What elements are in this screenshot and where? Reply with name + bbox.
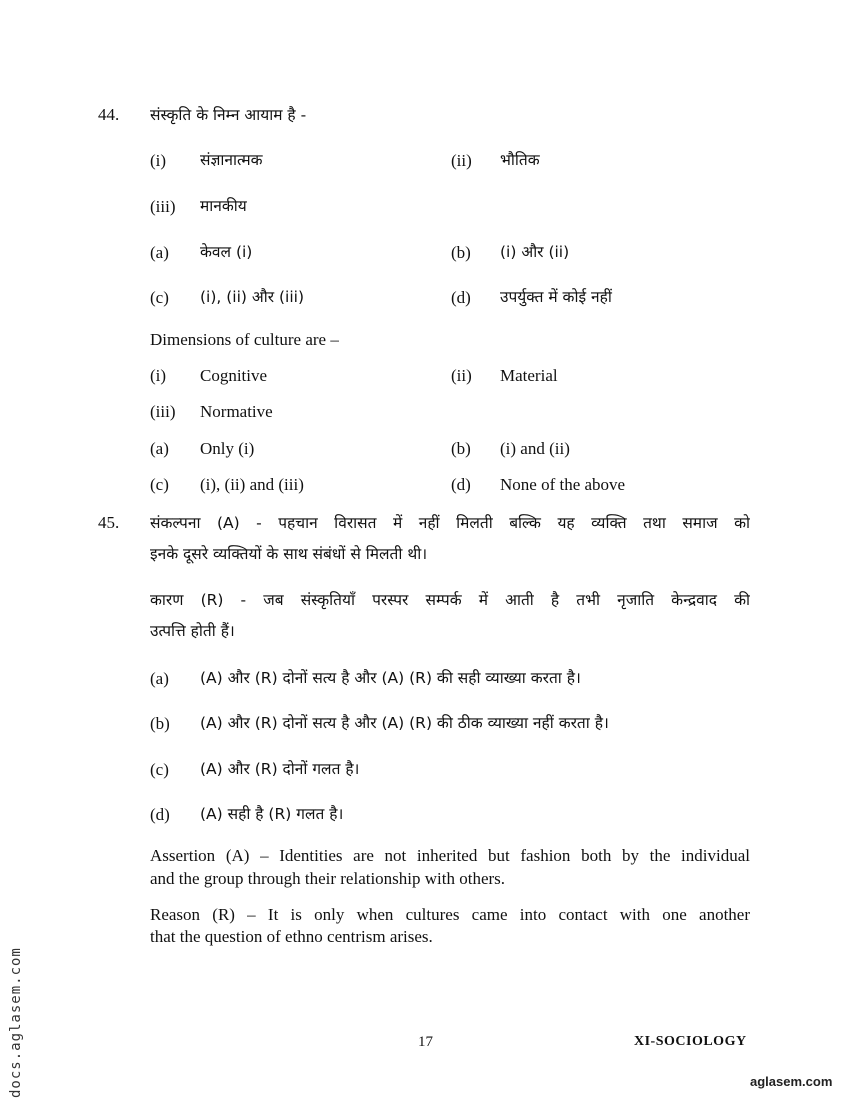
- option-text: (i) and (ii): [500, 439, 570, 458]
- assertion-english-line-2: and the group through their relationship with others.: [150, 869, 506, 888]
- item-text: Cognitive: [200, 366, 268, 385]
- option-text: (i) और (ii): [500, 243, 570, 261]
- item-label: (i): [150, 151, 167, 170]
- brand-logo-text: aglasem.com: [750, 1074, 833, 1089]
- reason-hindi-line-1: कारण (R) - जब संस्कृतियाँ परस्पर सम्पर्क में आती है तभी नृजाति केन्द्रवाद की: [150, 591, 750, 609]
- item-label: (i): [150, 366, 167, 385]
- assertion-hindi-line-1: संकल्पना (A) - पहचान विरासत में नहीं मिलती बल्कि यह व्यक्ति तथा समाज को: [150, 514, 750, 532]
- option-label: (a): [150, 669, 169, 688]
- item-text: Normative: [200, 402, 273, 421]
- option-label: (c): [150, 760, 169, 779]
- option-text: केवल (i): [200, 243, 253, 261]
- item-label: (iii): [150, 197, 176, 216]
- option-label: (c): [150, 475, 169, 494]
- item-text: संज्ञानात्मक: [200, 151, 263, 169]
- option-label: (d): [451, 475, 471, 494]
- option-label: (b): [451, 439, 471, 458]
- option-label: (c): [150, 288, 169, 307]
- question-45-number: 45.: [98, 513, 120, 532]
- subject-code: XI-SOCIOLOGY: [634, 1034, 747, 1049]
- assertion-hindi-line-2: इनके दूसरे व्यक्तियों के साथ संबंधों से मिलती थी।: [150, 545, 428, 563]
- watermark-text: docs.aglasem.com: [8, 947, 24, 1098]
- option-text: Only (i): [200, 439, 255, 458]
- option-label: (d): [451, 288, 471, 307]
- item-label: (ii): [451, 151, 472, 170]
- option-text: (i), (ii) और (iii): [200, 288, 305, 306]
- option-label: (b): [451, 243, 471, 262]
- reason-hindi-line-2: उत्पत्ति होती हैं।: [150, 622, 235, 640]
- option-label: (d): [150, 805, 170, 824]
- question-44-stem-hindi: संस्कृति के निम्न आयाम है -: [150, 106, 307, 124]
- option-text: None of the above: [500, 475, 626, 494]
- item-text: भौतिक: [500, 151, 540, 169]
- question-44-stem-english: Dimensions of culture are –: [150, 330, 339, 349]
- option-text: उपर्युक्त में कोई नहीं: [500, 288, 612, 306]
- question-44-number: 44.: [98, 105, 120, 124]
- option-text: (A) सही है (R) गलत है।: [200, 805, 344, 823]
- option-label: (b): [150, 714, 170, 733]
- assertion-english-line-1: Assertion (A) – Identities are not inherited but fashion both by the individual: [150, 846, 750, 865]
- option-text: (A) और (R) दोनों सत्य है और (A) (R) की ठीक व्याख्या नहीं करता है।: [200, 714, 609, 732]
- option-label: (a): [150, 439, 169, 458]
- option-label: (a): [150, 243, 169, 262]
- option-text: (i), (ii) and (iii): [200, 475, 304, 494]
- option-text: (A) और (R) दोनों सत्य है और (A) (R) की सही व्याख्या करता है।: [200, 669, 581, 687]
- item-text: मानकीय: [200, 197, 247, 215]
- item-label: (ii): [451, 366, 472, 385]
- reason-english-line-2: that the question of ethno centrism arises.: [150, 927, 433, 946]
- item-label: (iii): [150, 402, 176, 421]
- item-text: Material: [500, 366, 558, 385]
- page-number: 17: [418, 1034, 433, 1050]
- option-text: (A) और (R) दोनों गलत है।: [200, 760, 360, 778]
- reason-english-line-1: Reason (R) – It is only when cultures came into contact with one another: [150, 905, 750, 924]
